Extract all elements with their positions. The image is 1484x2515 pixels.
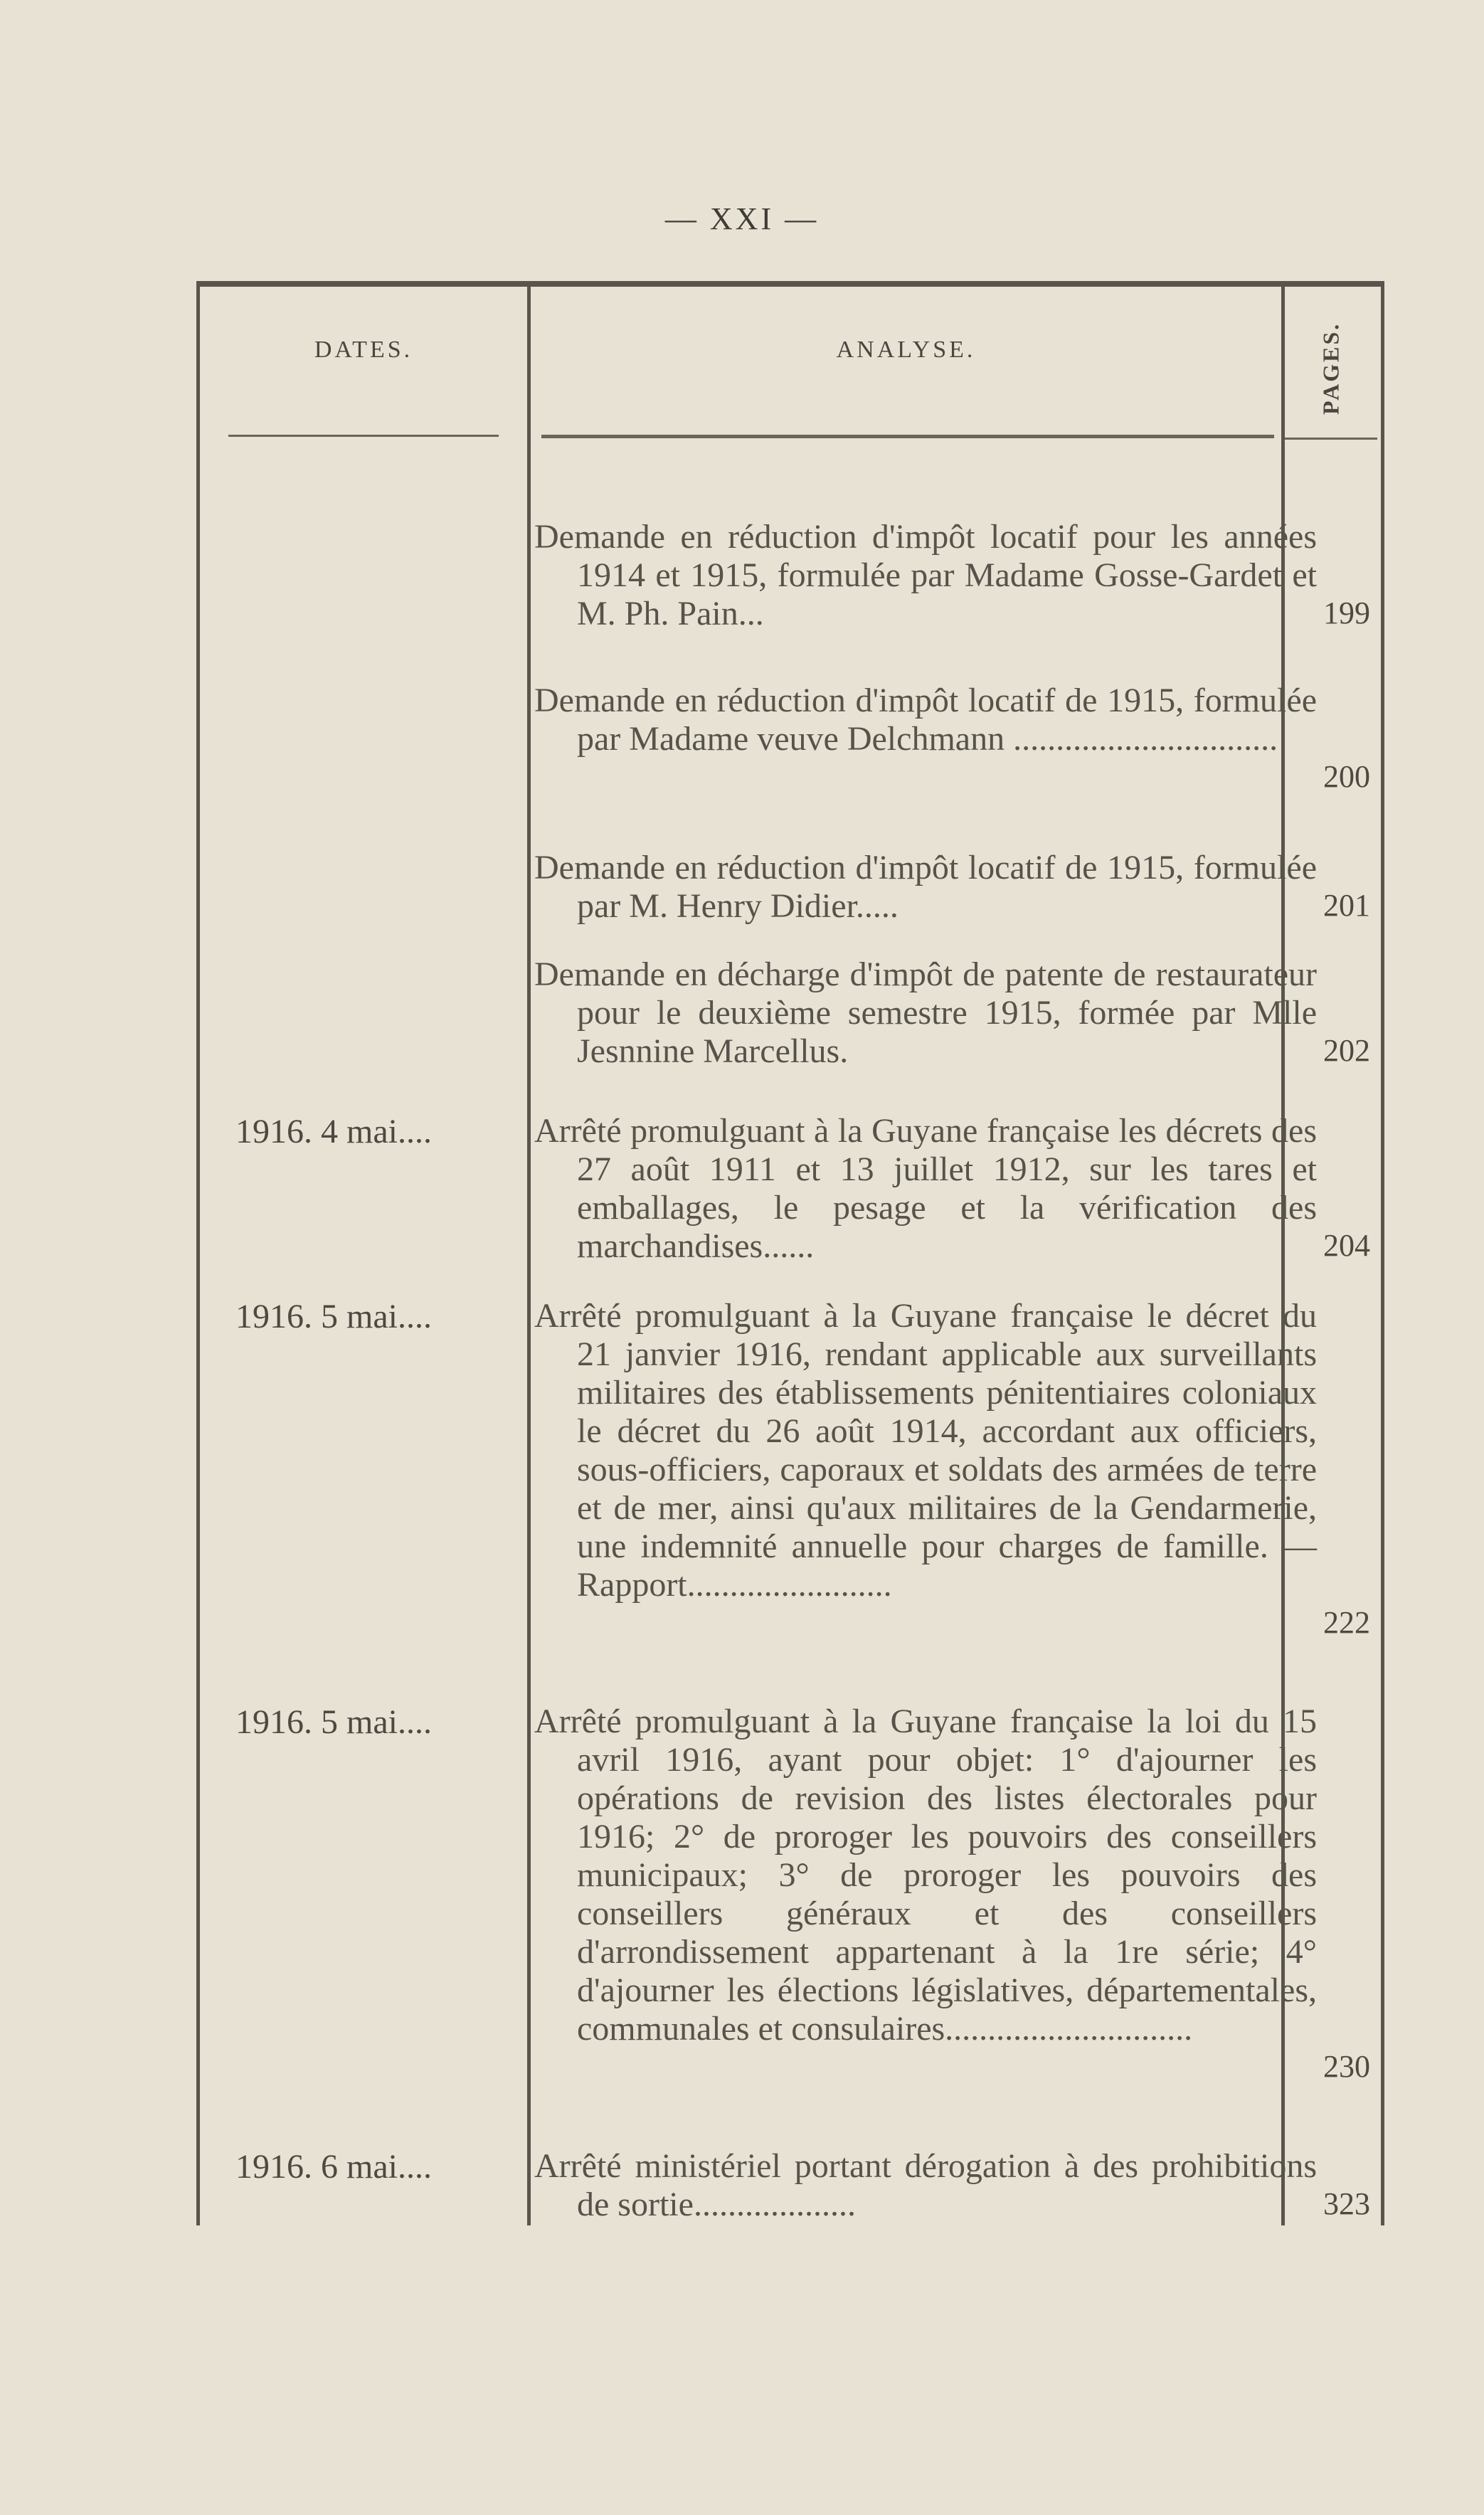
entry-analyse: Arrêté promulguant à la Guyane française la loi du 15 avril 1916, ayant pour objet: 1° d'ajourner les opérations de revision des listes électorales pour 1916; 2° de proroger les pouvoirs des conseillers municipaux; 3° de proroger les pouvoirs des conseillers généraux et des conseillers d'arrondissement appartenant à la 1re série; 4° d'ajourner les élections législatives, départementales, communales et consulaires............................. [534, 1703, 1317, 2048]
entry-page: 201 [1323, 888, 1370, 923]
entry-analyse: Arrêté promulguant à la Guyane française les décrets des 27 août 1911 et 13 juillet 1912, sur les tares et emballages, le pesage et la vérification des marchandises...... [534, 1112, 1317, 1265]
entry-page: 323 [1323, 2186, 1370, 2221]
header-pages: PAGES. [1318, 322, 1344, 415]
entry-analyse: Demande en réduction d'impôt locatif pour les années 1914 et 1915, formulée par Madame Gosse-Gardet et M. Ph. Pain... [534, 518, 1317, 632]
page-number: — XXI — [664, 201, 820, 236]
index-table [196, 281, 1384, 2225]
header-analyse: ANALYSE. [836, 337, 976, 363]
entry-analyse: Demande en réduction d'impôt locatif de 1915, formulée par Madame veuve Delchmann ............................... [534, 682, 1317, 758]
entry-page: 230 [1323, 2049, 1370, 2084]
header-dates: DATES. [314, 337, 413, 363]
header-rule [541, 435, 1274, 438]
entry-analyse: Arrêté ministériel portant dérogation à des prohibitions de sortie................... [534, 2147, 1317, 2223]
entry-date: 1916. 5 mai.... [235, 1298, 432, 1335]
entry-analyse: Arrêté promulguant à la Guyane française le décret du 21 janvier 1916, rendant applicable aux surveillants militaires des établissements pénitentiaires coloniaux le décret du 26 août 1914, accordant aux officiers, sous-officiers, caporaux et soldats des armées de terre et de mer, ainsi qu'aux militaires de la Gendarmerie, une indemnité annuelle pour charges de famille. — Rapport........................ [534, 1297, 1317, 1604]
entry-page: 200 [1323, 759, 1370, 794]
entry-date: 1916. 6 mai.... [235, 2148, 432, 2186]
header-rule [1285, 438, 1377, 440]
entry-analyse: Demande en réduction d'impôt locatif de 1915, formulée par M. Henry Didier..... [534, 849, 1317, 925]
entry-page: 222 [1323, 1605, 1370, 1640]
header-rule [228, 435, 499, 437]
entry-analyse: Demande en décharge d'impôt de patente de restaurateur pour le deuxième semestre 1915, formée par Mlle Jesnnine Marcellus. [534, 955, 1317, 1070]
entry-date: 1916. 5 mai.... [235, 1703, 432, 1741]
column-divider [527, 287, 531, 2225]
entry-date: 1916. 4 mai.... [235, 1113, 432, 1150]
entry-page: 204 [1323, 1228, 1370, 1263]
entry-page: 202 [1323, 1033, 1370, 1068]
entry-page: 199 [1323, 595, 1370, 630]
